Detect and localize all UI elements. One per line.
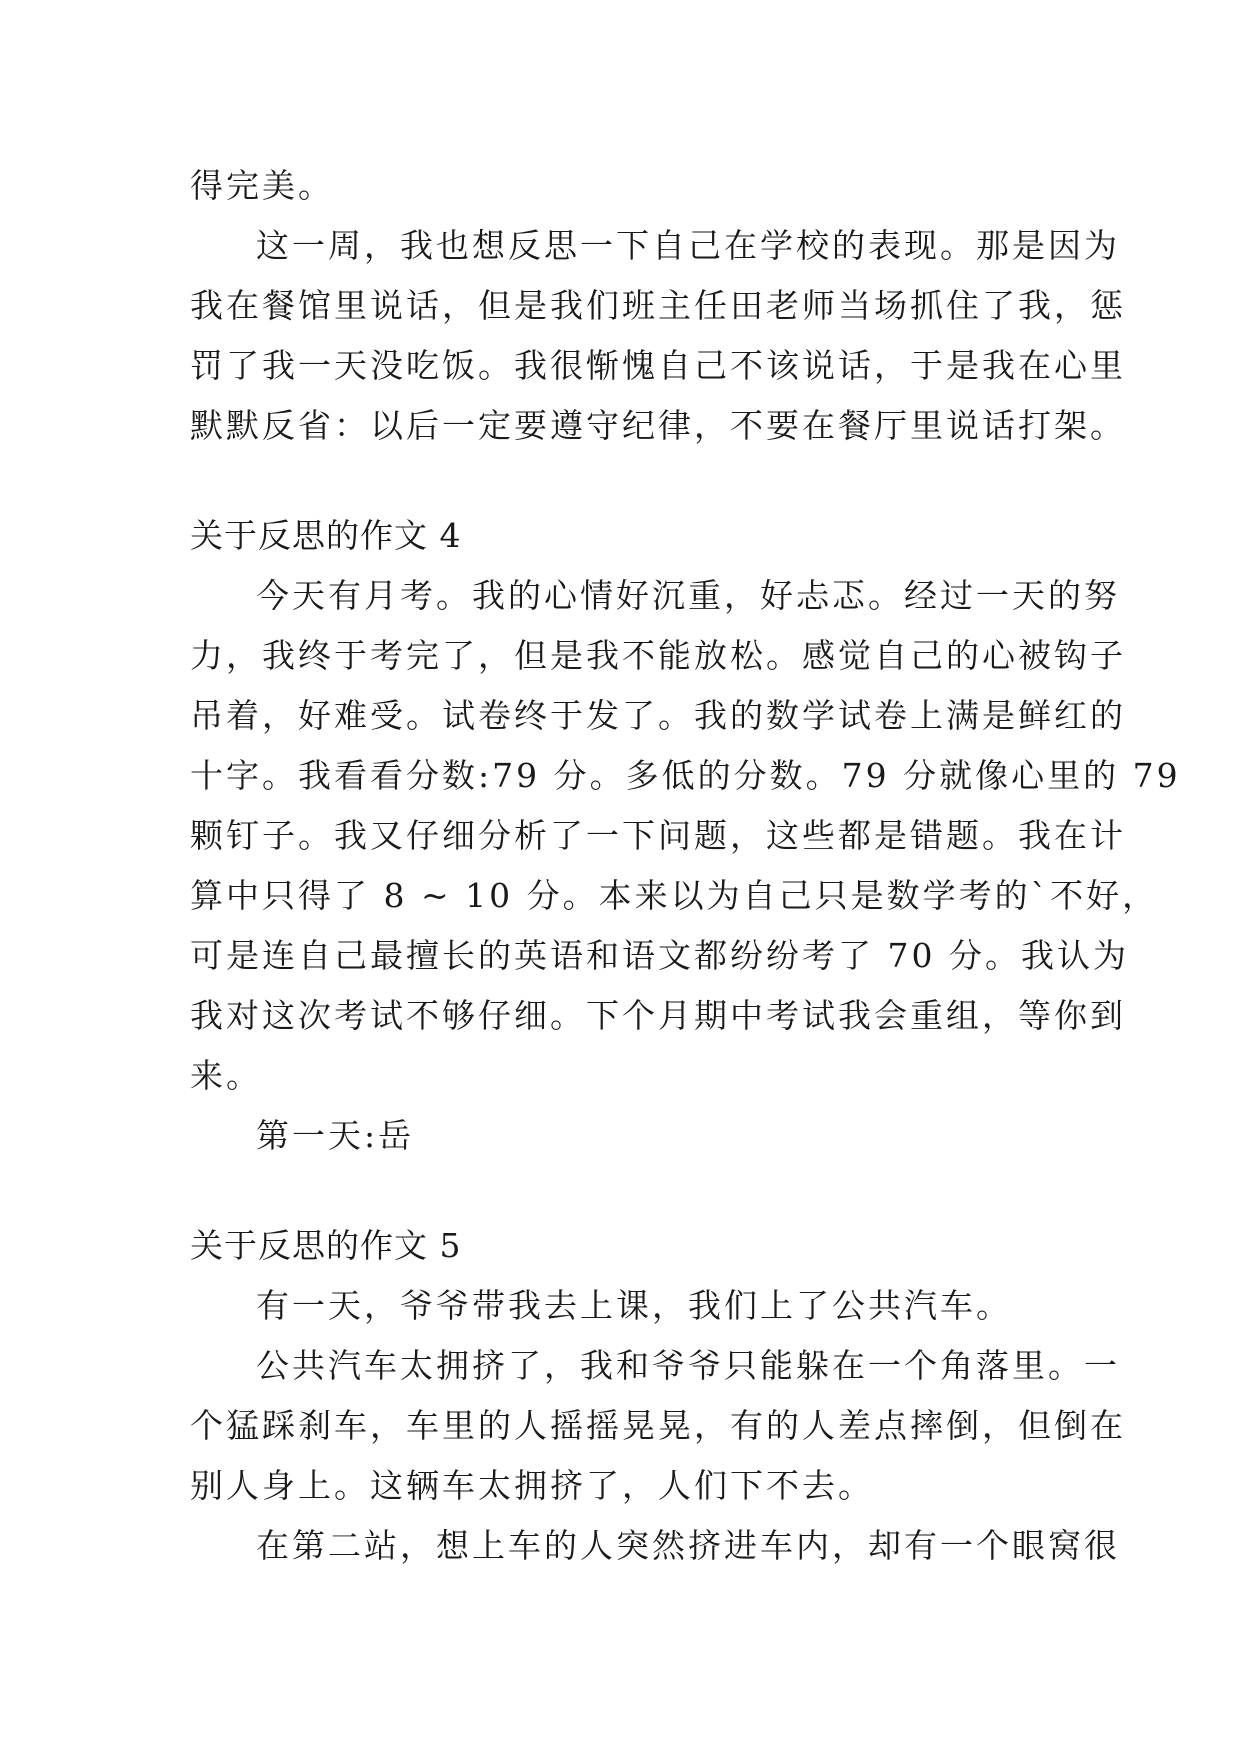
paragraph-line: 力，我终于考完了，但是我不能放松。感觉自己的心被钩子 — [190, 636, 1126, 675]
paragraph-line: 有一天，爷爷带我去上课，我们上了公共汽车。 — [256, 1286, 1012, 1325]
paragraph-line: 我在餐馆里说话，但是我们班主任田老师当场抓住了我，惩 — [190, 286, 1126, 325]
paragraph-line: 公共汽车太拥挤了，我和爷爷只能躲在一个角落里。一 — [256, 1346, 1120, 1385]
paragraph-line: 默默反省：以后一定要遵守纪律，不要在餐厅里说话打架。 — [190, 406, 1126, 445]
paragraph-line: 可是连自己最擅长的英语和语文都纷纷考了 70 分。我认为 — [190, 936, 1129, 975]
section-heading: 关于反思的作文 5 — [190, 1226, 462, 1265]
paragraph-line: 十字。我看看分数:79 分。多低的分数。79 分就像心里的 79 — [190, 756, 1181, 795]
paragraph-line: 个猛踩刹车，车里的人摇摇晃晃，有的人差点摔倒，但倒在 — [190, 1406, 1126, 1445]
paragraph-line: 第一天:岳 — [256, 1116, 415, 1155]
paragraph-line: 吊着，好难受。试卷终于发了。我的数学试卷上满是鲜红的 — [190, 696, 1126, 735]
section-heading: 关于反思的作文 4 — [190, 516, 462, 555]
paragraph-line: 算中只得了 8 ~ 10 分。本来以为自己只是数学考的`不好， — [190, 876, 1159, 915]
paragraph-line: 这一周，我也想反思一下自己在学校的表现。那是因为 — [256, 226, 1120, 265]
paragraph-line: 我对这次考试不够仔细。下个月期中考试我会重组，等你到 — [190, 996, 1126, 1035]
paragraph-line: 得完美。 — [190, 166, 334, 205]
paragraph-line: 来。 — [190, 1056, 262, 1095]
paragraph-line: 在第二站，想上车的人突然挤进车内，却有一个眼窝很 — [256, 1526, 1120, 1565]
paragraph-line: 颗钉子。我又仔细分析了一下问题，这些都是错题。我在计 — [190, 816, 1126, 855]
paragraph-line: 罚了我一天没吃饭。我很惭愧自己不该说话，于是我在心里 — [190, 346, 1126, 385]
paragraph-line: 别人身上。这辆车太拥挤了，人们下不去。 — [190, 1466, 874, 1505]
paragraph-line: 今天有月考。我的心情好沉重，好忐忑。经过一天的努 — [256, 576, 1120, 615]
